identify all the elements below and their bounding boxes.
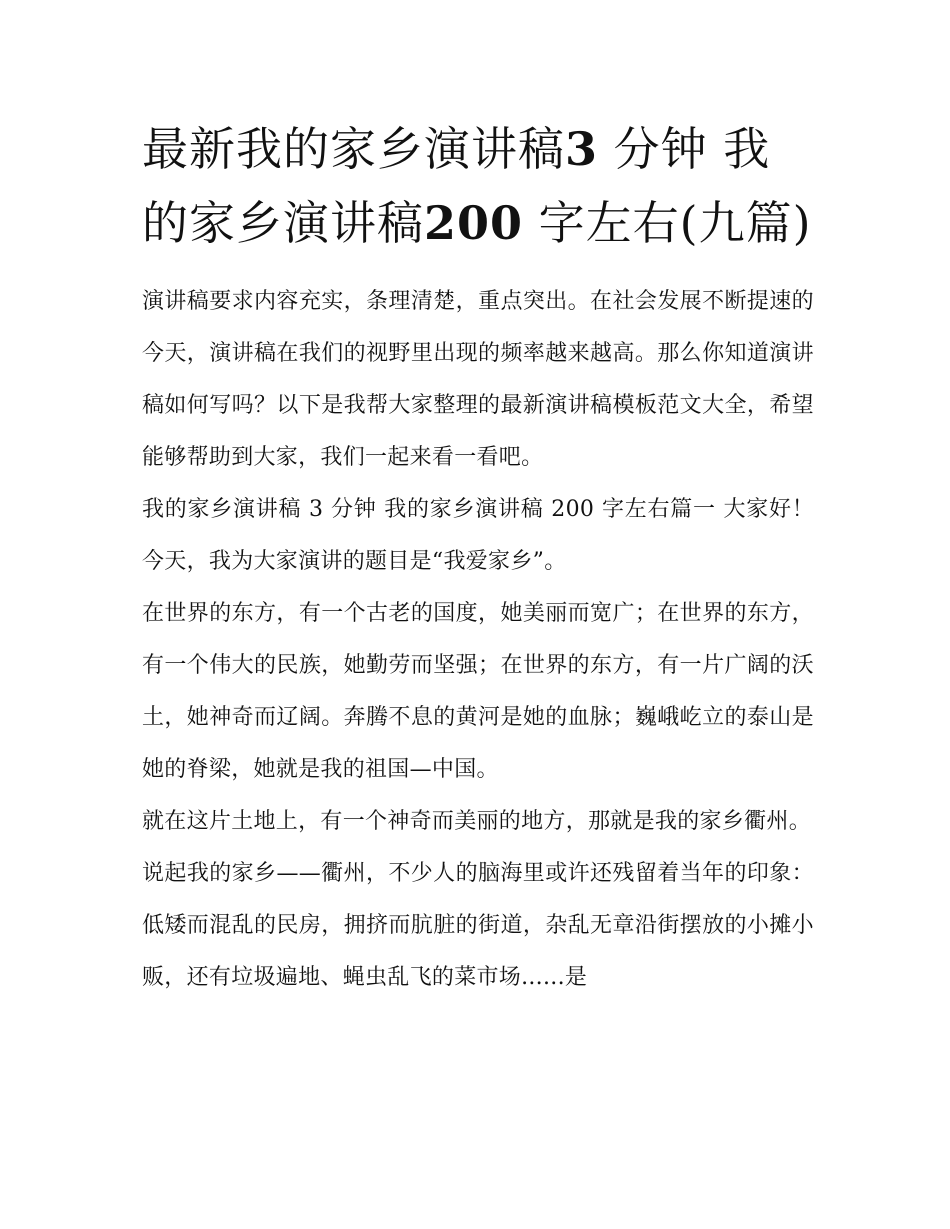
title-number-1: 3 xyxy=(565,122,599,176)
paragraph-quzhou: 说起我的家乡——衢州，不少人的脑海里或许还残留着当年的印象：低矮而混乱的民房，拥挤而肮脏的街道，杂乱无章沿街摆放的小摊小贩，还有垃圾遍地、蝇虫乱飞的菜市场......是 xyxy=(142,861,814,990)
paragraph-intro: 演讲稿要求内容充实，条理清楚，重点突出。在社会发展不断提速的今天，演讲稿在我们的视野里出现的频率越来越高。那么你知道演讲稿如何写吗？以下是我帮大家整理的最新演讲稿模板范文大全，希望能够帮助到大家，我们一起来看一看吧。 xyxy=(142,289,814,470)
title-text-3: 字左右(九篇) xyxy=(538,196,812,250)
paragraph-hometown: 就在这片土地上，有一个神奇而美丽的地方，那就是我的家乡衢州。 xyxy=(142,809,812,834)
title-number-2: 200 xyxy=(424,196,524,250)
title-text-1: 最新我的家乡演讲稿 xyxy=(142,122,565,176)
document-title xyxy=(142,112,814,260)
title-text-2: 分钟 我的家乡演讲稿 xyxy=(142,122,771,250)
paragraph-east: 在世界的东方，有一个古老的国度，她美丽而宽广；在世界的东方，有一个伟大的民族，她勤劳而坚强；在世界的东方，有一片广阔的沃土，她神奇而辽阔。奔腾不息的黄河是她的血脉；巍峨屹立的泰山是她的脊梁，她就是我的祖国—中国。 xyxy=(142,601,814,782)
document-body xyxy=(142,276,814,1004)
document-content xyxy=(142,112,814,1004)
paragraph-speech-opening: 我的家乡演讲稿 3 分钟 我的家乡演讲稿 200 字左右篇一 大家好！今天，我为大家演讲的题目是“我爱家乡”。 xyxy=(142,497,814,574)
